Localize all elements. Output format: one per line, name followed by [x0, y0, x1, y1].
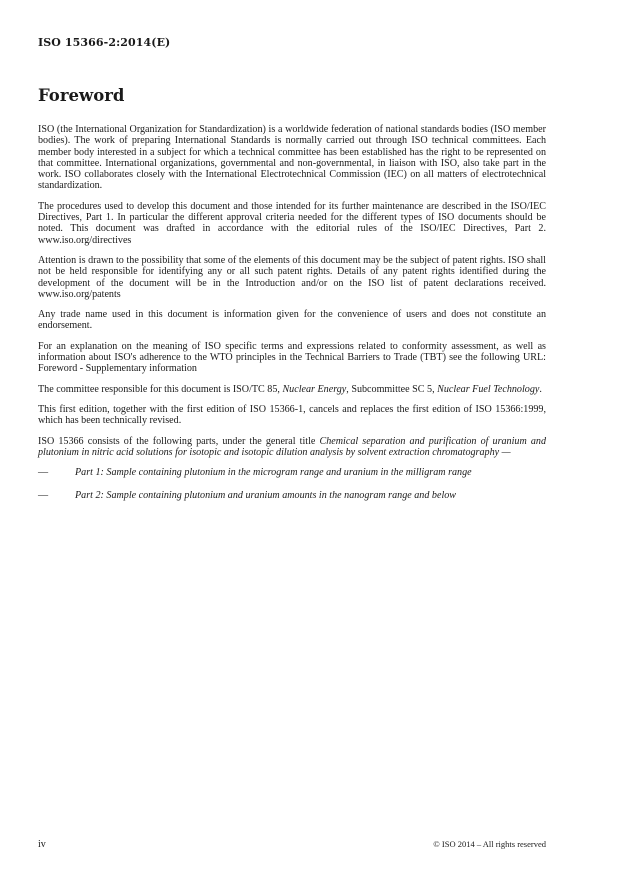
paragraph-conformity: For an explanation on the meaning of ISO specific terms and expressions related to conformity assessment, as well as information about ISO's adherence to the WTO principles in the Technical Barriers to Trade (TBT) see the following URL: Foreword - Supplementary information — [38, 340, 546, 375]
committee-text: The committee responsible for this document is ISO/TC 85, — [38, 383, 283, 395]
subcommittee-text: , Subcommittee SC 5, — [346, 383, 438, 395]
part-1-title: Part 1: Sample containing plutonium in the microgram range and uranium in the milligram range — [75, 467, 472, 479]
paragraph-iso-intro: ISO (the International Organization for Standardization) is a worldwide federation of national standards bodies (ISO member bodies). The work of preparing International Standards is normally carried out through ISO technical committees. Each member body interested in a subject for which a technical committee has been established has the right to be represented on that committee. International organizations, governmental and non-governmental, in liaison with ISO, also take part in the work. ISO collaborates closely with the International Electrotechnical Commission (IEC) on all matters of electrotechnical standardization. — [38, 124, 546, 192]
committee-name: Nuclear Energy — [282, 383, 347, 395]
general-title: Chemical separation and purification of uranium and plutonium in nitric acid solutions for isotopic and isotopic dilution analysis by solvent extraction chromatography — — [38, 435, 546, 458]
paragraph-trade-names: Any trade name used in this document is information given for the convenience of users and does not constitute an endorsement. — [38, 309, 546, 332]
paragraph-procedures: The procedures used to develop this document and those intended for its further maintenance are described in the ISO/IEC Directives, Part 1. In particular the different approval criteria needed for the different types of ISO documents should be noted. This document was drafted in accordance with the editorial rules of the ISO/IEC Directives, Part 2. www.iso.org/directives — [38, 200, 546, 246]
list-item — [38, 490, 546, 501]
committee-period: . — [539, 383, 542, 395]
paragraph-edition: This first edition, together with the first edition of ISO 15366-1, cancels and replaces the first edition of ISO 15366:1999, which has been technically revised. — [38, 403, 546, 427]
copyright-notice: © ISO 2014 – All rights reserved — [433, 839, 546, 849]
paragraph-parts — [38, 436, 546, 459]
paragraph-committee — [38, 384, 546, 395]
parts-intro-text: ISO 15366 consists of the following parts, under the general title — [38, 435, 320, 447]
page-title: Foreword — [38, 86, 125, 105]
part-2-title: Part 2: Sample containing plutonium and uranium amounts in the nanogram range and below — [75, 490, 457, 502]
document-code: ISO 15366-2:2014(E) — [38, 36, 171, 49]
subcommittee-name: Nuclear Fuel Technology — [437, 383, 540, 395]
paragraph-patents: Attention is drawn to the possibility that some of the elements of this document may be the subject of patent rights. ISO shall not be held responsible for identifying any or all such patent rights. Details of any patent rights identified during the development of the document will be in the Introduction and/or on the ISO list of patent declarations received. www.iso.org/patents — [38, 254, 546, 300]
list-dash: — — [38, 490, 49, 502]
list-dash: — — [38, 467, 49, 479]
foreword-body — [38, 124, 546, 514]
list-item — [38, 467, 546, 478]
page-number: iv — [38, 839, 46, 850]
